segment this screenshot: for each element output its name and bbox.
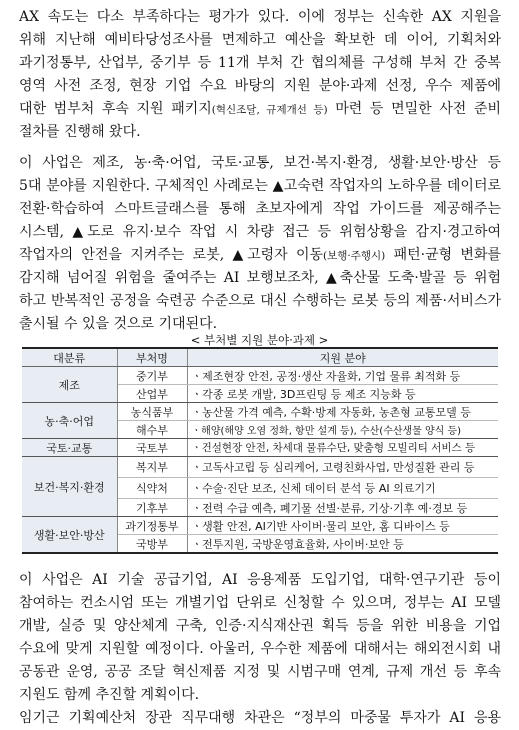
paragraph-line: 공동관 운영, 공공 조달 혁신제품 지정 및 시범구매 연계, 규제 개선 등 후속 <box>19 664 501 680</box>
area-cell <box>187 439 498 457</box>
paragraph-line: 영역 사전 조정, 현장 기업 수요 바탕의 지원 분야·과제 선정, 우수 제품에 <box>19 78 501 94</box>
dept-cell: 농식품부 <box>117 403 187 421</box>
paragraph-line <box>19 98 501 121</box>
paragraph-line: 지원도 함께 추진할 계획이다. <box>19 687 200 703</box>
paragraph-line: 시스템, ▲도로 유지·보수 작업 시 차량 접근 등 위험상황을 감지·경고하여 <box>19 224 501 240</box>
paragraph-line <box>19 244 501 267</box>
table-row <box>22 367 498 385</box>
paragraph-line: 이 사업은 AI 기술 공급기업, AI 응용제품 도입기업, 대학·연구기관 등이 <box>19 572 501 588</box>
paragraph-line: AX 속도는 다소 부족하다는 평가가 있다. 이에 정부는 신속한 AX 지원을 <box>19 9 501 25</box>
category-cell: 농·축·어업 <box>22 403 117 439</box>
parenthetical-note: (보행·주행시) <box>323 250 386 262</box>
category-cell: 생활·보안·방산 <box>22 517 117 554</box>
dept-cell: 과기정통부 <box>117 517 187 535</box>
paragraph-2 <box>19 152 501 336</box>
dept-cell: 기후부 <box>117 499 187 517</box>
dept-cell: 복지부 <box>117 457 187 478</box>
area-cell: ㆍ전투지원, 국방운영효율화, 사이버·보안 등 <box>187 535 498 554</box>
text-segment: 작업자의 안전을 지켜주는 로봇, ▲고령자 이동 <box>19 247 324 263</box>
dept-cell: 식약처 <box>117 478 187 499</box>
paragraph-line: 절차를 진행해 왔다. <box>19 124 141 140</box>
table-row <box>22 517 498 535</box>
paragraph-3 <box>19 569 501 730</box>
parenthetical-note: (혁신조달, 규제개선 등) <box>211 104 328 116</box>
paragraph-line: 개발, 실증 및 양산체계 구축, 인증·지식재산권 획득 등을 위한 비용을 기업 <box>19 618 501 634</box>
text-segment: 대한 범부처 후속 지원 패키지 <box>19 101 212 117</box>
area-cell: ㆍ고독사고립 등 심리케어, 고령친화사업, 만성질환 관리 등 <box>187 457 498 478</box>
area-cell: ㆍ각종 로봇 개발, 3D프린팅 등 제조 지능화 등 <box>187 385 498 403</box>
area-cell: ㆍ제조현장 안전, 공정·생산 자율화, 기업 물류 최적화 등 <box>187 367 498 385</box>
text-segment: 마련 등 면밀한 사전 준비 <box>327 101 501 117</box>
table-row <box>22 439 498 457</box>
dept-cell: 국토부 <box>117 439 187 457</box>
area-cell: ㆍ전력 수급 예측, 폐기물 선별·분류, 기상·기후 예·경보 등 <box>187 499 498 517</box>
category-cell: 국토·교통 <box>22 439 117 457</box>
paragraph-line: 전환·학습하여 스마트글래스를 통해 초보자에게 작업 가이드를 제공해주는 <box>19 201 501 217</box>
text-segment: 패턴·균형 변화를 <box>385 247 501 263</box>
area-cell <box>187 421 498 439</box>
table-caption: < 부처별 지원 분야·과제 > <box>190 333 329 347</box>
area-cell: ㆍ수술·진단 보조, 신체 데이터 분석 등 AI 의료기기 <box>187 478 498 499</box>
header-area: 지원 분야 <box>187 348 498 367</box>
table-row <box>22 403 498 421</box>
paragraph-line: 위해 지난해 예비타당성조사를 면제하고 예산을 확보한 데 이어, 기획처와 <box>19 32 501 48</box>
paragraph-line: 출시될 수 있을 것으로 기대된다. <box>19 316 218 332</box>
area-text: ㆍ건설현장 안전, 차세대 물류수단, 맞춤형 모빌리티 서비스 등 <box>191 442 476 454</box>
table-header-row <box>22 348 498 367</box>
category-cell: 제조 <box>22 367 117 403</box>
dept-cell: 중기부 <box>117 367 187 385</box>
header-dept: 부처명 <box>117 348 187 367</box>
header-category: 대분류 <box>22 348 117 367</box>
paragraph-line: 수요에 맞게 지원할 예정이다. 아울러, 우수한 제품에 대해서는 해외전시회 내 <box>19 641 501 657</box>
dept-cell: 해수부 <box>117 421 187 439</box>
paragraph-line: 임기근 기획예산처 장관 직무대행 차관은 “정부의 마중물 투자가 AI 응용 <box>19 710 501 726</box>
support-areas-table <box>22 347 498 554</box>
area-text: ㆍ해양(해양 오염 정화, 항만 설계 등), 수산(수산생물 양식 등) <box>191 426 462 437</box>
paragraph-line: 하고 반복적인 공정을 숙련공 수준으로 대신 수행하는 로봇 등의 제품·서비스가 <box>19 293 501 309</box>
paragraph-line: 감지해 넘어질 위험을 줄여주는 AI 보행보조차, ▲축산물 도축·발골 등 위험 <box>19 270 501 286</box>
dept-cell: 국방부 <box>117 535 187 554</box>
area-cell: ㆍ생활 안전, AI기반 사이버·물리 보안, 홈 디바이스 등 <box>187 517 498 535</box>
paragraph-line: 참여하는 컨소시엄 또는 개별기업 단위로 신청할 수 있으며, 정부는 AI 모델 <box>19 595 501 611</box>
paragraph-line: 과기정통부, 산업부, 중기부 등 11개 부처 간 협의체를 구성해 부처 간 중복 <box>19 55 501 71</box>
paragraph-line: 5대 분야를 지원한다. 구체적인 사례로는 ▲고숙련 작업자의 노하우를 데이터로 <box>19 178 501 194</box>
category-cell: 보건·복지·환경 <box>22 457 117 517</box>
table-row <box>22 457 498 478</box>
paragraph-1 <box>19 6 501 144</box>
dept-cell: 산업부 <box>117 385 187 403</box>
area-cell: ㆍ농산물 가격 예측, 수확·방제 자동화, 농촌형 교통모델 등 <box>187 403 498 421</box>
paragraph-line: 이 사업은 제조, 농·축·어업, 국토·교통, 보건·복지·환경, 생활·보안·방산 등 <box>19 155 501 171</box>
